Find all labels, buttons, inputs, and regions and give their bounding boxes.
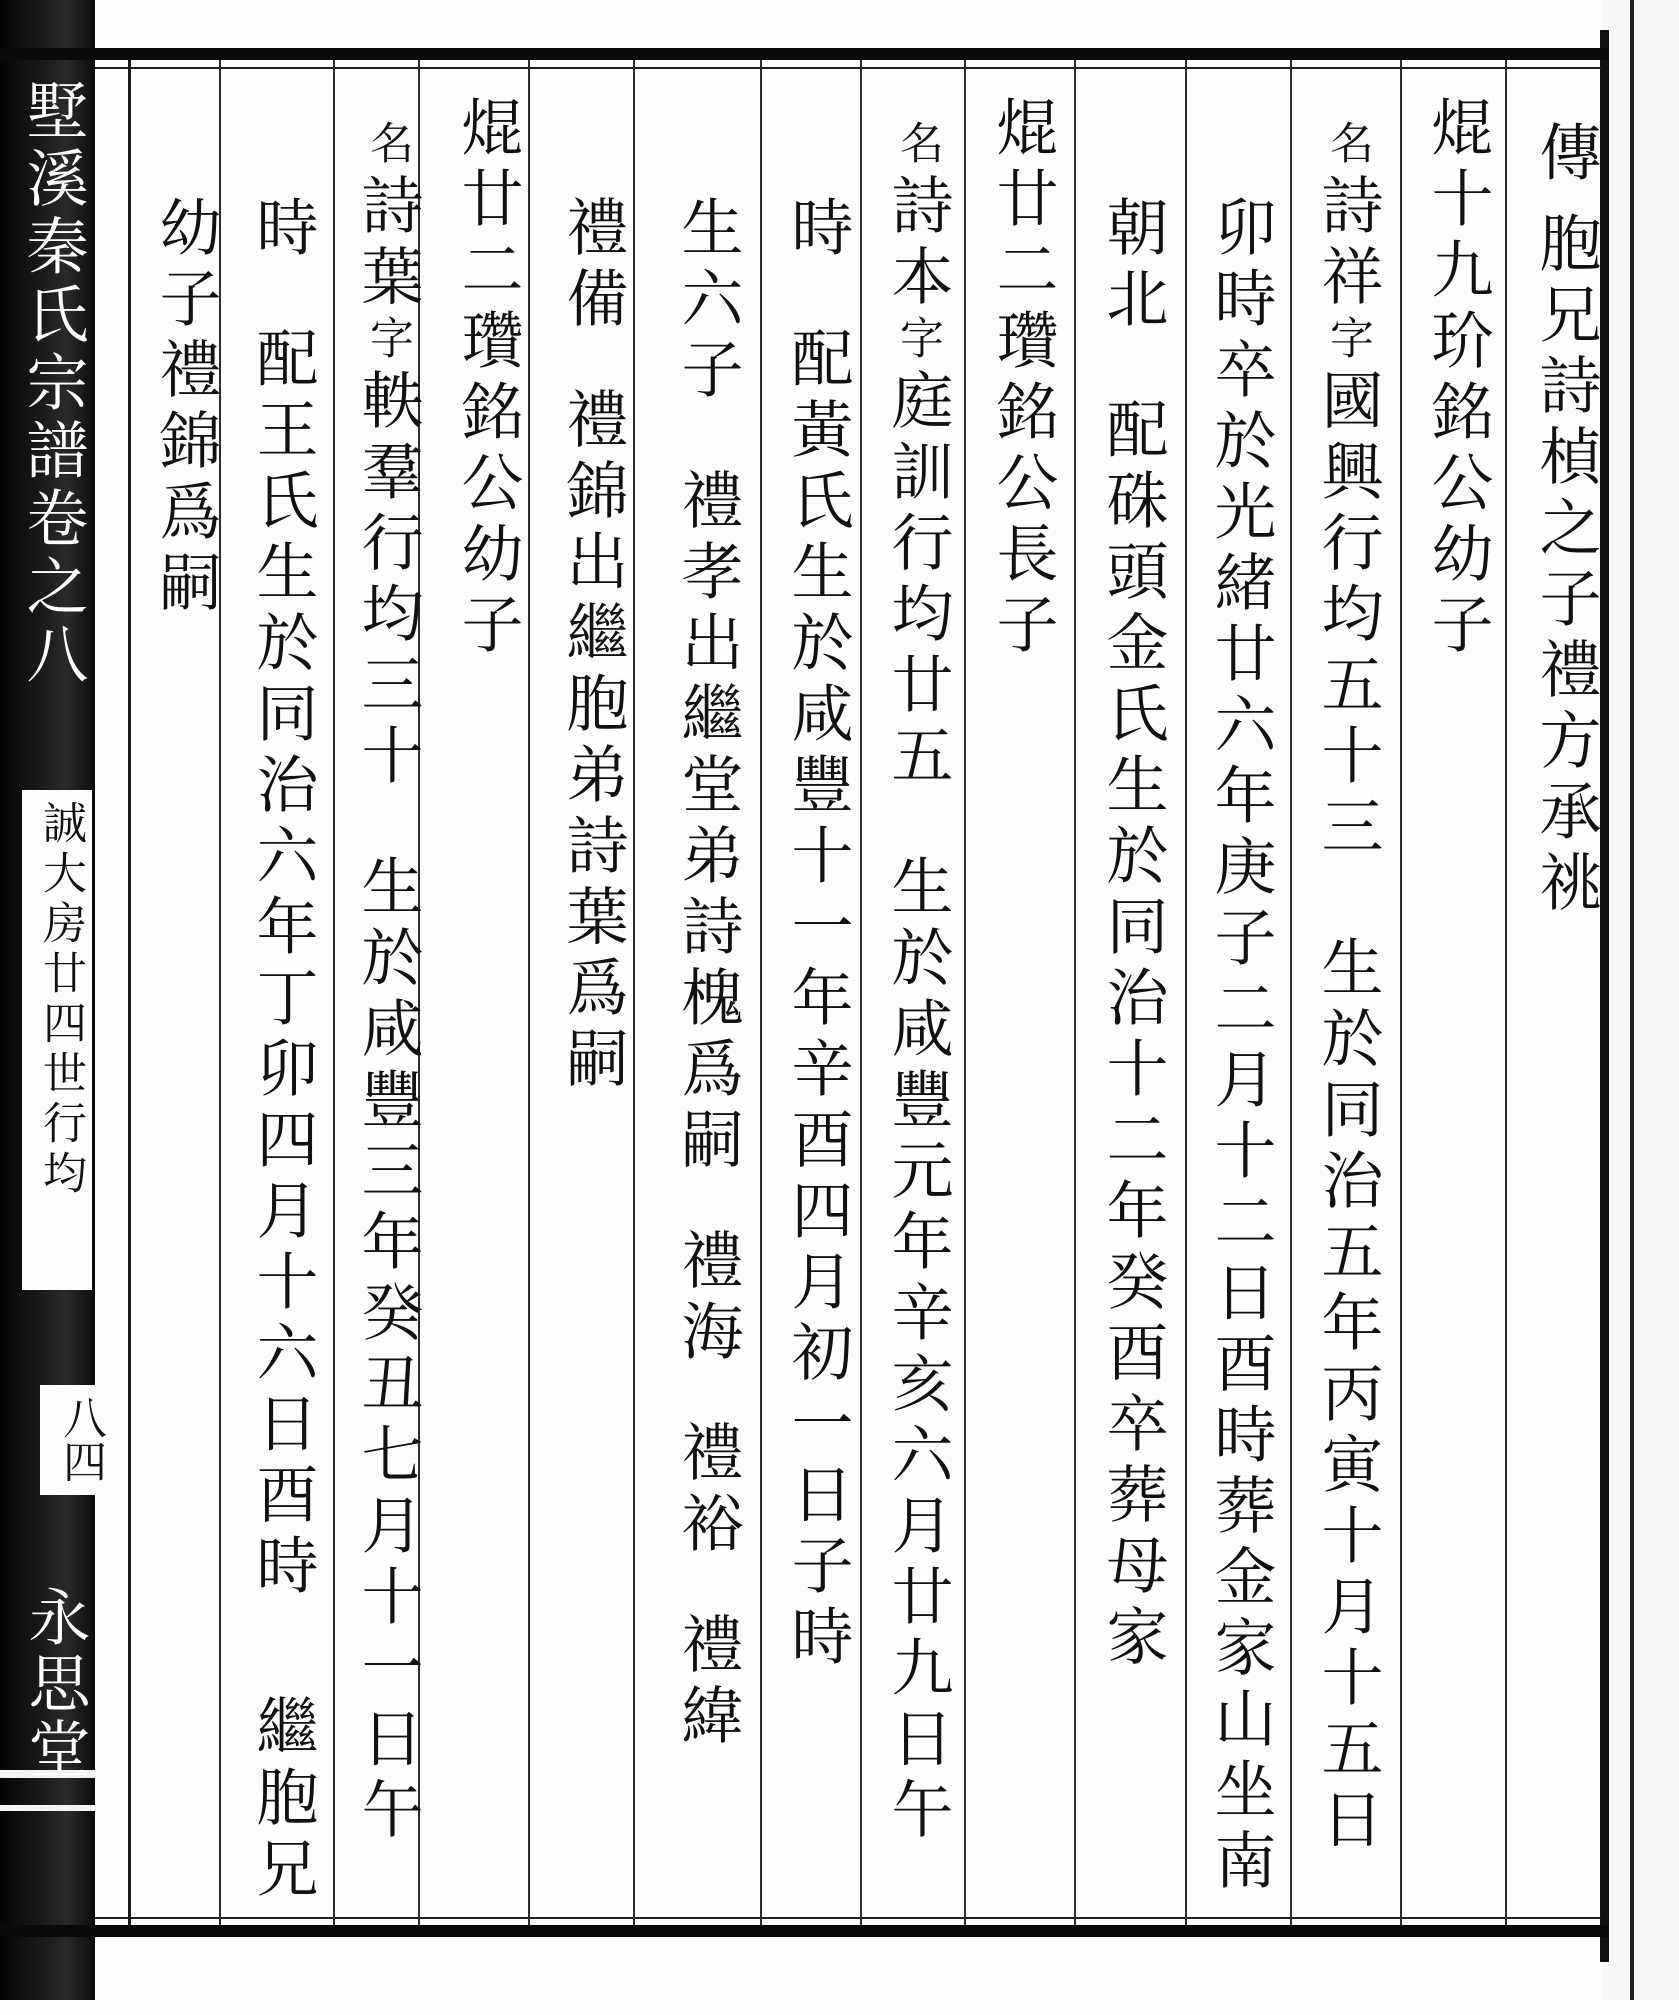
next-page-border	[1630, 0, 1634, 2000]
text-column-8: 時配黃氏生於咸豐十一年辛酉四月初一日子時	[781, 195, 854, 1675]
column-rule	[760, 60, 762, 1925]
text-column-13: 時配王氏生於同治六年丁卯四月十六日酉時繼胞兄	[246, 195, 319, 1907]
text-column-12: 名詩葉字軼羣行均三十生於咸豐三年癸丑七月十一日午	[351, 120, 424, 1848]
text-column-10: 禮備禮錦出繼胞弟詩葉爲嗣	[556, 195, 629, 1097]
column-rule	[860, 60, 862, 1925]
text-column-6: 焜廿二瓚銘公長子	[986, 95, 1059, 663]
column-rule	[633, 60, 635, 1925]
text-column-7: 名詩本字庭訓行均廿五生於咸豐元年辛亥六月廿九日午	[881, 120, 954, 1848]
column-rule	[1400, 60, 1402, 1925]
right-page-edge	[1602, 0, 1679, 2000]
frame-top	[0, 48, 1608, 60]
column-rule	[964, 60, 966, 1925]
hall-name: 永思堂	[18, 1585, 91, 1783]
frame-left	[128, 60, 131, 1925]
column-rule	[1074, 60, 1076, 1925]
column-rule	[1505, 60, 1507, 1925]
text-column-1: 傳胞兄詩楨之子禮方承祧	[1529, 120, 1602, 921]
text-column-3: 名詩祥字國興行均五十三生於同治五年丙寅十月十五日	[1311, 120, 1384, 1858]
margin-subtitle: 誠大房廿四世行均	[35, 800, 86, 1200]
column-rule	[1290, 60, 1292, 1925]
column-rule	[1185, 60, 1187, 1925]
text-column-4: 卯時卒於光緒廿六年庚子二月十二日酉時葬金家山坐南	[1204, 195, 1277, 1899]
frame-top-inner	[95, 67, 1601, 69]
text-column-2: 焜十九玠銘公幼子	[1421, 95, 1494, 663]
column-rule	[528, 60, 530, 1925]
text-column-11: 焜廿二瓚銘公幼子	[451, 95, 524, 663]
column-rule	[333, 60, 335, 1925]
text-column-9: 生六子禮孝出繼堂弟詩槐爲嗣禮海禮裕禮緯	[671, 195, 744, 1754]
margin-title: 墅溪秦氏宗譜卷之八	[16, 78, 89, 690]
page-number: 八四	[55, 1395, 106, 1483]
text-column-14: 幼子禮錦爲嗣	[149, 195, 222, 621]
text-column-5: 朝北配硃頭金氏生於同治十二年癸酉卒葬母家	[1096, 195, 1169, 1675]
